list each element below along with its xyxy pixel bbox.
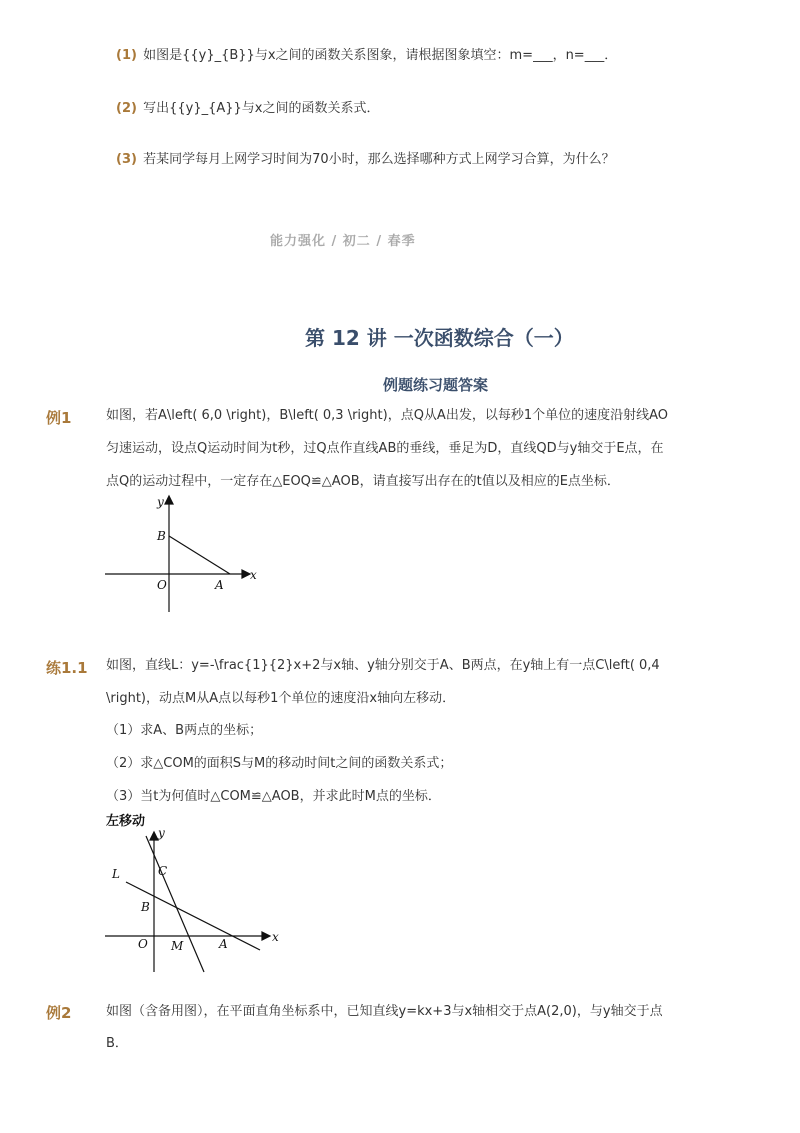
point-a-label: A xyxy=(215,578,224,592)
question-text: 若某同学每月上网学习时间为70小时，那么选择哪种方式上网学习合算，为什么？ xyxy=(143,152,615,167)
point-b-label: B xyxy=(141,900,150,914)
question-number: (2) xyxy=(116,101,137,116)
line-l-label: L xyxy=(112,867,120,881)
page-title: 第 12 讲 一次函数综合（一） xyxy=(305,326,574,350)
x-axis-arrow xyxy=(262,932,270,940)
origin-label: O xyxy=(138,937,148,951)
page-footer: 能力强化 / 初二 / 春季 xyxy=(270,234,416,249)
example-1-line: 匀速运动，设点Q运动时间为t秒，过Q点作直线AB的垂线，垂足为D，直线QD与y轴交于E点，在 xyxy=(106,441,664,456)
origin-label: O xyxy=(157,578,167,592)
question-1 xyxy=(116,47,617,65)
x-axis-label: x xyxy=(250,568,257,582)
point-b-label: B xyxy=(157,529,166,543)
y-axis-arrow xyxy=(150,832,158,840)
point-a-label: A xyxy=(219,937,228,951)
y-axis-arrow xyxy=(165,496,173,504)
example-1-label: 例1 xyxy=(46,409,72,427)
example-2-label: 例2 xyxy=(46,1004,72,1022)
point-c-label: C xyxy=(158,864,168,878)
example-1-line: 如图，若A\left( 6,0 \right)，B\left( 0,3 \right)，点Q从A出发，以每秒1个单位的速度沿射线AO xyxy=(106,408,668,423)
x-axis-label: x xyxy=(272,930,279,944)
question-3 xyxy=(116,151,615,169)
question-text: 写出{{y}_{A}}与x之间的函数关系式． xyxy=(143,101,380,116)
practice-1-1-line: （2）求△COM的面积S与M的移动时间t之间的函数关系式； xyxy=(106,756,453,771)
example-1-line: 点Q的运动过程中，一定存在△EOQ≌△AOB，请直接写出存在的t值以及相应的E点坐标． xyxy=(106,474,620,489)
practice-1-1-line: （1）求A、B两点的坐标； xyxy=(106,723,263,738)
question-2 xyxy=(116,100,379,118)
question-number: (3) xyxy=(116,152,137,167)
y-axis-label: y xyxy=(158,826,165,840)
practice-1-1-label: 练1.1 xyxy=(46,659,88,677)
point-m-label: M xyxy=(171,939,184,953)
practice-1-1-figure xyxy=(100,826,290,976)
example-1-figure xyxy=(100,490,270,615)
practice-1-1-line: \right)，动点M从A点以每秒1个单位的速度沿x轴向左移动． xyxy=(106,691,456,706)
question-text: 如图是{{y}_{B}}与x之间的函数关系图象，请根据图象填空：m=___，n=___． xyxy=(143,48,618,63)
x-axis-arrow xyxy=(242,570,250,578)
practice-1-1-line: 如图，直线L：y=-\frac{1}{2}x+2与x轴、y轴分别交于A、B两点，在y轴上有一点C\left( 0,4 xyxy=(106,658,660,673)
practice-1-1-line: （3）当t为何值时△COM≌△AOB，并求此时M点的坐标． xyxy=(106,789,441,804)
section-subtitle: 例题练习题答案 xyxy=(383,376,489,394)
question-number: (1) xyxy=(116,48,137,63)
example-2-line: B． xyxy=(106,1036,128,1051)
y-axis-label: y xyxy=(157,495,164,509)
line-ab xyxy=(169,536,230,574)
figure-caption: 左移动 xyxy=(106,814,146,829)
example-2-line: 如图（含备用图），在平面直角坐标系中，已知直线y=kx+3与x轴相交于点A(2,0)，与y轴交于点 xyxy=(106,1004,663,1019)
